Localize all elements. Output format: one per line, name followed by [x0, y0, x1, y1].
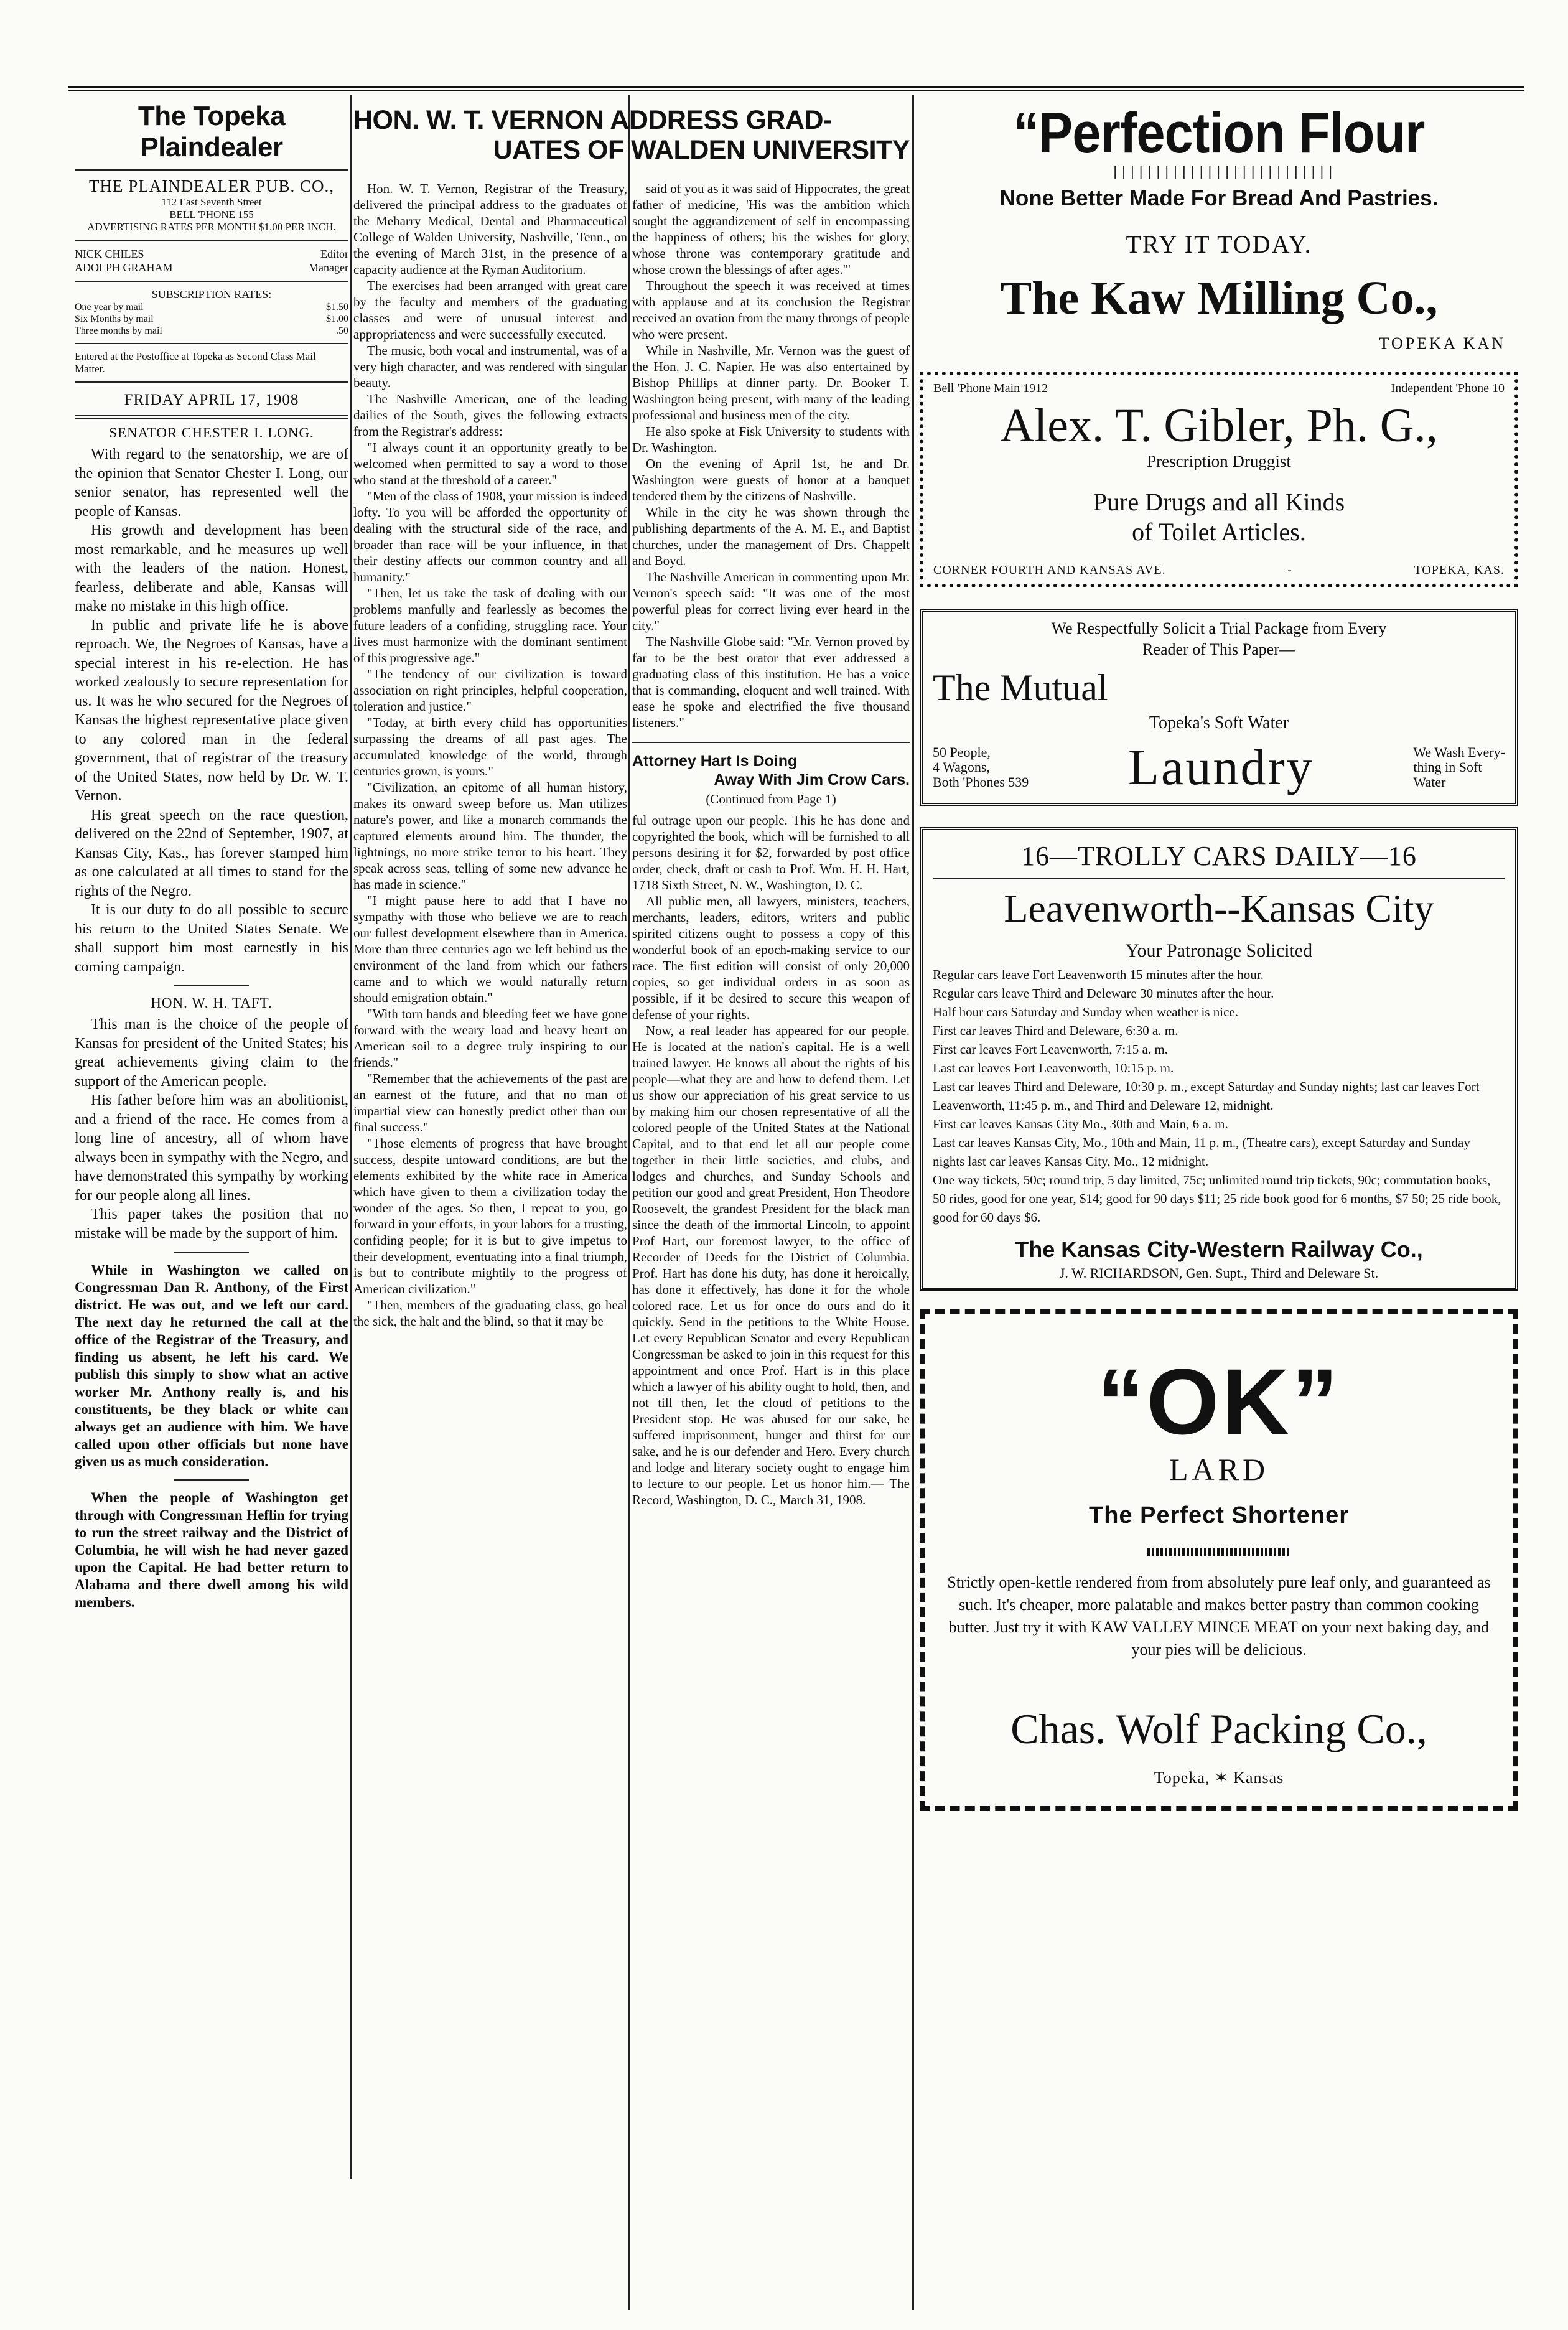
trolly-route: Leavenworth--Kansas City	[1004, 886, 1434, 930]
mutual-soft: Topeka's Soft Water	[1149, 713, 1289, 732]
trolly-patronage: Your Patronage Solicited	[1125, 940, 1313, 961]
vernon-headline-2: UATES OF WALDEN UNIVERSITY	[493, 135, 910, 165]
lard-body: Strictly open-kettle rendered from from absolutely pure leaf only, and guaranteed as such. It's cheaper, more palatable and makes better pastry than common cooking butter. Just try it with KAW VALLEY MINCE MEAT on your next baking day, and your pies will be delicious.	[947, 1573, 1491, 1659]
railway-superintendent: J. W. RICHARDSON, Gen. Supt., Third and Deleware St.	[1059, 1265, 1379, 1281]
lard-word: LARD	[1169, 1452, 1269, 1487]
staff-manager: ADOLPH GRAHAM Manager	[75, 261, 348, 274]
taft-headline: HON. W. H. TAFT.	[151, 995, 273, 1011]
divider	[933, 878, 1505, 879]
entered-notice: Entered at the Postoffice at Topeka as Second Class Mail Matter.	[75, 350, 316, 375]
mutual-laundry: Laundry	[1127, 739, 1314, 795]
lard-ad	[920, 1309, 1518, 1811]
subs-row: Three months by mail .50	[75, 325, 348, 336]
advert-rates: ADVERTISING RATES PER MONTH $1.00 PER INCH.	[87, 221, 336, 233]
gibler-address: CORNER FOURTH AND KANSAS AVE. - TOPEKA, KAS.	[933, 563, 1505, 577]
staff-editor: NICK CHILES Editor	[75, 248, 348, 260]
mutual-row	[933, 738, 1505, 797]
issue-date: FRIDAY APRIL 17, 1908	[124, 391, 299, 408]
divider	[75, 240, 348, 241]
divider	[75, 415, 348, 419]
divider	[174, 985, 249, 986]
ok-headline: “OK”	[1097, 1349, 1341, 1454]
subs-title: SUBSCRIPTION RATES:	[151, 288, 272, 301]
subs-row: One year by mail $1.50	[75, 302, 348, 312]
masthead-title: The Topeka Plaindealer	[138, 101, 286, 162]
subs-row: Six Months by mail $1.00	[75, 314, 348, 324]
gibler-phones	[933, 381, 1505, 396]
mutual-solicit-1: We Respectfully Solicit a Trial Package from Every	[1051, 619, 1387, 637]
column-divider	[628, 95, 630, 2310]
gibler-title: Prescription Druggist	[1147, 452, 1291, 470]
long-article: With regard to the senatorship, we are of the opinion that Senator Chester I. Long, our senior senator, has represented well the people of Kansas. His growth and development has been most remarkable, and he measures up well with the leaders of the nation. Honest, fearless, deliberate and able, Kansas will make no mistake in this high office. In public and private life he is above reproach. We, the Negroes of Kansas, have a special interest in his re-election. He has worked zealously to secure representation for us. It was he who secured for the Negroes of Kansas the highest representative place given to any colored man in the federal government, that of registrar of the treasury of the United States, now held by Dr. W. T. Vernon. His great speech on the race question, delivered on the 22nd of September, 1907, at Kansas City, Kas., has forever stamped him as one calculated at all times to stand for the rights of the Negro. It is our duty to do all possible to secure his return to the United States Senate. We shall support him most earnestly in his coming campaign.	[75, 446, 348, 975]
gibler-ad	[920, 372, 1518, 587]
trolly-headline: 16—TROLLY CARS DAILY—16	[1021, 841, 1417, 871]
divider	[174, 1479, 249, 1481]
flour-try: TRY IT TODAY.	[1126, 230, 1312, 258]
divider	[75, 281, 348, 282]
decorative-rule-icon: ▕▕▕▕▕▕▕▕▕▕▕▕▕▕▕▕▕▕▕▕▕▕▕▕▕▕	[1107, 166, 1331, 179]
lard-city: Topeka, ✶ Kansas	[1154, 1769, 1284, 1787]
divider	[632, 742, 910, 743]
gibler-line2: of Toilet Articles.	[1132, 518, 1306, 546]
publisher: THE PLAINDEALER PUB. CO.,	[89, 177, 334, 195]
divider	[75, 169, 348, 171]
mutual-right: We Wash Every- thing in Soft Water	[1413, 744, 1505, 790]
trolly-schedule: Regular cars leave Fort Leavenworth 15 minutes after the hour. Regular cars leave Third and Deleware 30 minutes after the hour. Half hour cars Saturday and Sunday when weather is nice. First car leaves Third and Deleware, 6:30 a. m. First car leaves Fort Leavenworth, 7:15 a. m. Last car leaves Fort Leavenworth, 10:15 p. m. Last car leaves Third and Deleware, 10:30 p. m., except Saturday and Sunday nights; last car leaves Fort Leavenworth, 11:45 p. m., and Third and Deleware 12, midnight. First car leaves Kansas City Mo., 30th and Main, 6 a. m. Last car leaves Kansas City, Mo., 10th and Main, 11 p. m., (Theatre cars), except Saturday and Sunday nights last car leaves Kansas City, Mo., 12 midnight. One way tickets, 50c; round trip, 5 day limited, 75c; unlimited round trip tickets, 90c; commutation books, 50 rides, good for one year, $14; good for 90 days $11; 25 ride book good for 6 months, $7 50; 25 ride book, good for 60 days $6.	[933, 967, 1501, 1225]
column-divider	[912, 95, 914, 2310]
wolf-packing: Chas. Wolf Packing Co.,	[1010, 1705, 1427, 1752]
hart-article: ful outrage upon our people. This he has done and copyrighted the book, which will be furnished to all persons desiring it for $2, forwarded by post office order, check, draft or cash to Prof. Wm. H. H. Hart, 1718 Sixth Street, N. W., Washington, D. C. All public men, all lawyers, ministers, teachers, merchants, leaders, editors, writers and public spirited citizens ought to possess a copy of this wonderful book of an epoch-making service to our race. The first edition will consist of only 20,000 copies, so get individual orders in as soon as possible, if it be desired to secure this weapon of defense of your rights. Now, a real leader has appeared for our people. He is located at the nation's capital. He is a well trained lawyer. He knows all about the rights of his people—what they are and how to defend them. Let us show our appreciation of his great service to us by making him our chosen representative of all the colored people of the United States at the National Capital, and to that end let all our people come together in their little societies, and clubs, and lodges and churches, and Sunday Schools and petition our good and great President, Hon Theodore Roosevelt, the grandest President for the black man since the death of the immortal Lincoln, to appoint Prof Hart, our foremost lawyer, to the office of Recorder of Deeds for the District of Columbia. Prof. Hart has done his duty, has done it heroically, has done it effectively, has done it for the whole colored race. Let us for once do ours and do it quickly. Send in the petitions to the White House. Let every Republican Senator and every Republican Congressman be asked to join in this request for this appointment and once Prof. Hart is in this place which a lawyer of his ability ought to hold, then, and not till then, let the cloud of petitions to the President stop. He was abused for our sake, he suffered imprisonment, hunger and thirst for our sake, and he is our defender and Hero. Every church and lodge and literary society ought to engage him to lecture to our people. Let us honor him.— The Record, Washington, D. C., March 31, 1908.	[632, 813, 910, 1507]
mutual-title: The Mutual	[933, 667, 1108, 708]
kaw-milling: The Kaw Milling Co.,	[1000, 272, 1438, 324]
divider	[174, 1252, 249, 1253]
independent-phone: Independent 'Phone 10	[1391, 381, 1505, 395]
hart-headline-2: Away With Jim Crow Cars.	[714, 771, 910, 788]
hart-headline-1: Attorney Hart Is Doing	[632, 752, 798, 770]
flour-title: “Perfection Flour	[1013, 101, 1425, 165]
mutual-ad	[920, 609, 1518, 806]
decorative-bar-icon	[1147, 1548, 1290, 1556]
gibler-line1: Pure Drugs and all Kinds	[1093, 488, 1345, 516]
address-line: 112 East Seventh Street	[161, 196, 262, 208]
vernon-headline-1: HON. W. T. VERNON ADDRESS GRAD-	[353, 105, 832, 135]
divider	[75, 343, 348, 344]
vernon-article-continued: said of you as it was said of Hippocrates, the great father of medicine, 'His was the ambition which sought the aggrandizement of self in encompassing the happiness of others; his the wishes for glory, whose throne was contemporary gratitude and whose crown the blessings of after ages.'" Throughout the speech it was received at times with applause and at its conclusion the Registrar received an ovation from the many throngs of people who were present. While in Nashville, Mr. Vernon was the guest of the Hon. J. C. Napier. He was also entertained by Bishop Phillips at dinner party. Dr. Booker T. Washington being present, with many of the leading professional and business men of the city. He also spoke at Fisk University to students with Dr. Washington. On the evening of April 1st, he and Dr. Washington were guests of honor at a banquet tendered them by the citizens of Nashville. While in the city he was shown through the publishing departments of the A. M. E., and Baptist churches, under the management of Drs. Chappelt and Boyd. The Nashville American in commenting upon Mr. Vernon's speech said: "It was one of the most powerful pleas for correct living ever heard in the city." The Nashville Globe said: "Mr. Vernon proved by far to be the best orator that ever addressed a graduating class of this institution. He has a voice that is commanding, eloquent and well trained. With ease he spoke and electrified the five thousand listeners."	[632, 181, 910, 730]
column-divider	[350, 95, 352, 2179]
flour-ad	[920, 101, 1518, 353]
column-3	[632, 180, 910, 2309]
heflin-item: When the people of Washington get through with Congressman Heflin for trying to run the street railway and the District of Columbia, he will wish he had never gazed upon the Capital. He had better return to Alabama and there dwell among his wild members.	[75, 1490, 348, 1610]
column-4-ads	[920, 95, 1518, 2223]
continued-note: (Continued from Page 1)	[706, 792, 836, 807]
vernon-article: Hon. W. T. Vernon, Registrar of the Treasury, delivered the principal address to the graduates of the Meharry Medical, Dental and Pharmaceutical College of Walden University, Nashville, Tenn., on the evening of March 31st, in the presence of a capacity audience at the Ryman Auditorium. The exercises had been arranged with great care by the faculty and members of the graduating classes and were of unusual interest and appropriateness and were successfully executed. The music, both vocal and instrumental, was of a very high character, and was rendered with singular beauty. The Nashville American, one of the leading dailies of the South, gives the following extracts from the Registrar's address: "I always count it an opportunity greatly to be welcomed when permitted to say a word to those who stand at the threshold of a career." "Men of the class of 1908, your mission is indeed lofty. To you will be afforded the opportunity of dealing with the structural side of the race, and broader than race will be your influence, in that their destiny affects our common country and all humanity." "Then, let us take the task of dealing with our problems manfully and fearlessly as becomes the future leaders of a confiding, struggling race. Your lives must harmonize with the dominant sentiment of this progressive age." "The tendency of our civilization is toward association on right principles, helpful cooperation, toleration and justice." "Today, at birth every child has opportunities surpassing the dreams of all past ages. The accumulated knowledge of the world, through centuries grown, is yours." "Civilization, an epitome of all human history, makes its onward sweep before us. Man utilizes nature's power, and like a monarch commands the captured elements around him. The thunder, the lightnings, no more strike terror to his heart. They speak across seas, telling of some new advance he has made in science." "I might pause here to add that I have no sympathy with those who believe we are to reach our fullest development elsewhere than in America. More than three centuries ago we left behind us the environment of the land from which our fathers came and to which we would naturally return should emigration obtain." "With torn hands and bleeding feet we have gone forward with the weary load and heavy heart on American soil to a degree truly inspiring to our friends." "Remember that the achievements of the past are an earnest of the future, and that no man of impartial view can honestly predict other than our final success." "Those elements of progress that have brought success, despite untoward conditions, are but the elements exhibited by the white race in America which have given to them a civilization today the wonder of the ages. So then, I repeat to you, go forward in your efforts, in your labors for a trusting, confiding people; for it is but to give impetus to their development, eventuating into a final triumph, is but to contribute mightily to the progress of American civilization." "Then, members of the graduating class, go heal the sick, the halt and the blind, so that it may be	[353, 181, 627, 1329]
railway-company: The Kansas City-Western Railway Co.,	[1015, 1237, 1423, 1262]
mutual-left: 50 People, 4 Wagons, Both 'Phones 539	[933, 744, 1029, 790]
phone-line: BELL 'PHONE 155	[169, 208, 254, 220]
taft-article: This man is the choice of the people of Kansas for president of the United States; his great achievements giving claim to the support of the American people. His father before him was an abolitionist, and a friend of the race. He comes from a long line of ancestry, all of whom have always been in sympathy with the Negro, and have demonstrated this sympathy by working for our people along all lines. This paper takes the position that no mistake will be made by the support of him.	[75, 1016, 348, 1242]
column-1	[75, 95, 348, 2179]
anthony-item: While in Washington we called on Congressman Dan R. Anthony, of the First district. He was out, and we left our card. The next day he returned the call at the office of the Registrar of the Treasury, and finding us absent, he left his card. We publish this simply to show what an active worker Mr. Anthony really is, and his constituents, be they black or white can always get an audience with him. We have called upon other officials but none have given us as much consideration.	[75, 1262, 348, 1469]
gibler-name: Alex. T. Gibler, Ph. G.,	[1000, 400, 1438, 452]
trolly-ad	[920, 827, 1518, 1291]
lard-perfect: The Perfect Shortener	[1089, 1502, 1349, 1528]
column-2	[353, 180, 627, 2309]
long-headline: SENATOR CHESTER I. LONG.	[109, 425, 314, 441]
flour-city: TOPEKA KAN	[1379, 334, 1506, 352]
divider	[75, 381, 348, 385]
mutual-solicit-2: Reader of This Paper—	[1142, 640, 1295, 658]
bell-phone: Bell 'Phone Main 1912	[933, 381, 1048, 395]
flour-tagline: None Better Made For Bread And Pastries.	[999, 186, 1439, 210]
top-rule	[68, 86, 1524, 91]
